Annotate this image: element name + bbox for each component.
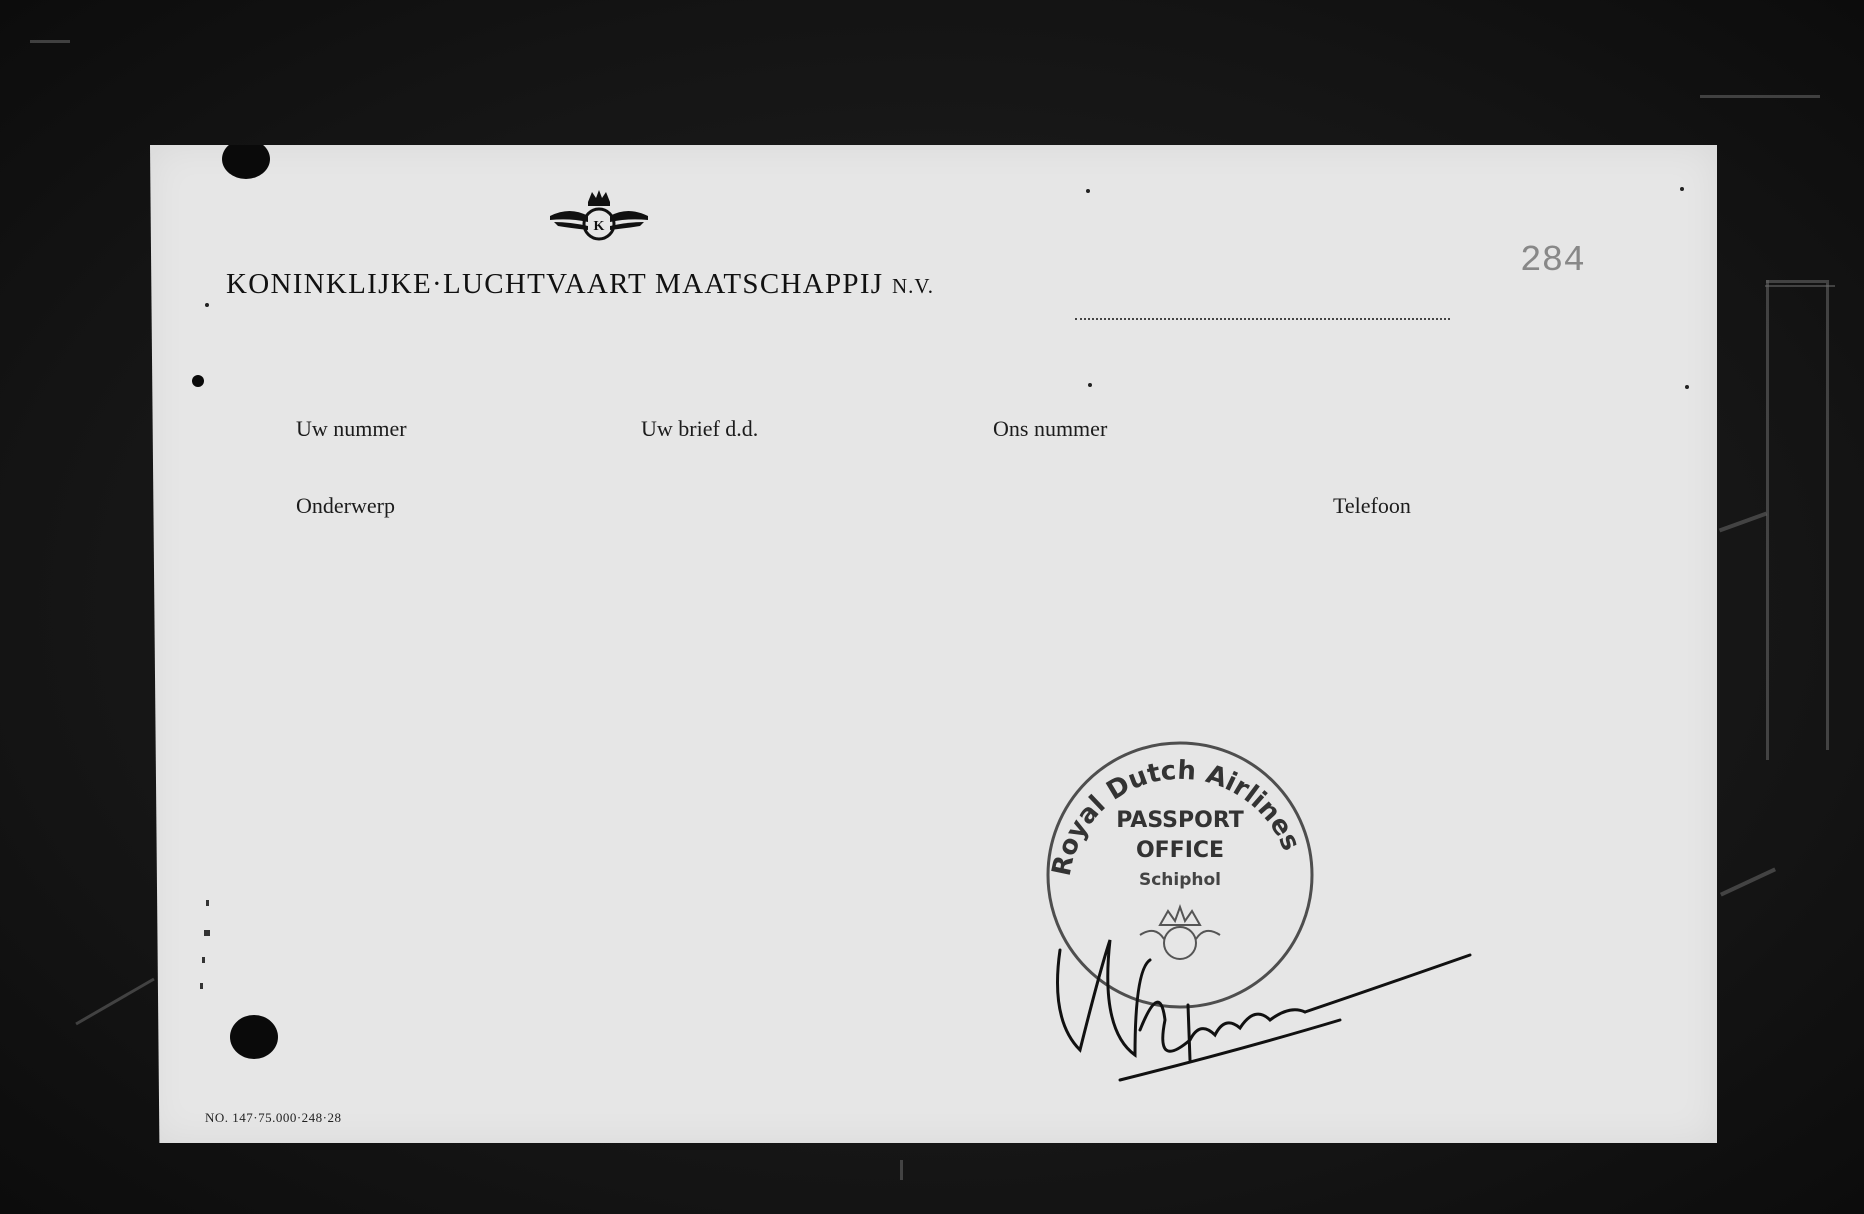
dot-mark xyxy=(1086,189,1090,193)
punch-hole-bottom xyxy=(230,1015,278,1059)
klm-crown-wings-logo-icon xyxy=(540,186,658,258)
dot-mark xyxy=(1685,385,1689,389)
scan-speck xyxy=(900,1160,903,1180)
scan-speck xyxy=(1766,280,1826,283)
dot-mark xyxy=(1680,187,1684,191)
our-number-label: Ons nummer xyxy=(993,416,1108,441)
scan-speck xyxy=(1700,95,1820,98)
company-name-text: KONINKLIJKE·LUCHTVAART MAATSCHAPPIJ xyxy=(226,268,884,300)
document-number: 284 xyxy=(1520,240,1585,281)
punch-hole-top xyxy=(222,139,270,179)
company-suffix: N.V. xyxy=(891,274,935,298)
telephone-label: Telefoon xyxy=(1333,493,1411,518)
margin-mark xyxy=(200,983,203,989)
margin-mark xyxy=(204,930,210,936)
svg-text:K: K xyxy=(593,219,605,234)
dot-mark xyxy=(1088,383,1092,387)
punch-hole-small xyxy=(192,375,204,387)
scan-speck xyxy=(1766,280,1769,760)
scan-speck xyxy=(1720,868,1776,897)
scan-speck xyxy=(1826,280,1829,750)
dot-mark xyxy=(205,303,209,307)
subject-label: Onderwerp xyxy=(296,493,395,518)
stamp-ring-text: Royal Dutch Airlines xyxy=(1046,755,1306,879)
stamp-line-passport: PASSPORT xyxy=(1116,808,1244,833)
margin-mark xyxy=(202,957,205,963)
scan-speck xyxy=(1719,512,1767,533)
stamp-line-office: OFFICE xyxy=(1135,838,1225,863)
scan-speck xyxy=(75,978,154,1026)
your-number-label: Uw nummer xyxy=(296,416,407,441)
stamp-line-location: Schiphol xyxy=(1138,870,1222,890)
margin-mark xyxy=(206,900,209,906)
scan-speck xyxy=(1765,285,1835,287)
print-code: NO. 147·75.000·248·28 xyxy=(205,1110,342,1125)
reference-underline xyxy=(1075,318,1450,320)
your-letter-label: Uw brief d.d. xyxy=(641,416,759,441)
company-name xyxy=(226,268,934,301)
handwritten-signature xyxy=(1040,910,1480,1090)
scan-speck xyxy=(30,40,70,43)
